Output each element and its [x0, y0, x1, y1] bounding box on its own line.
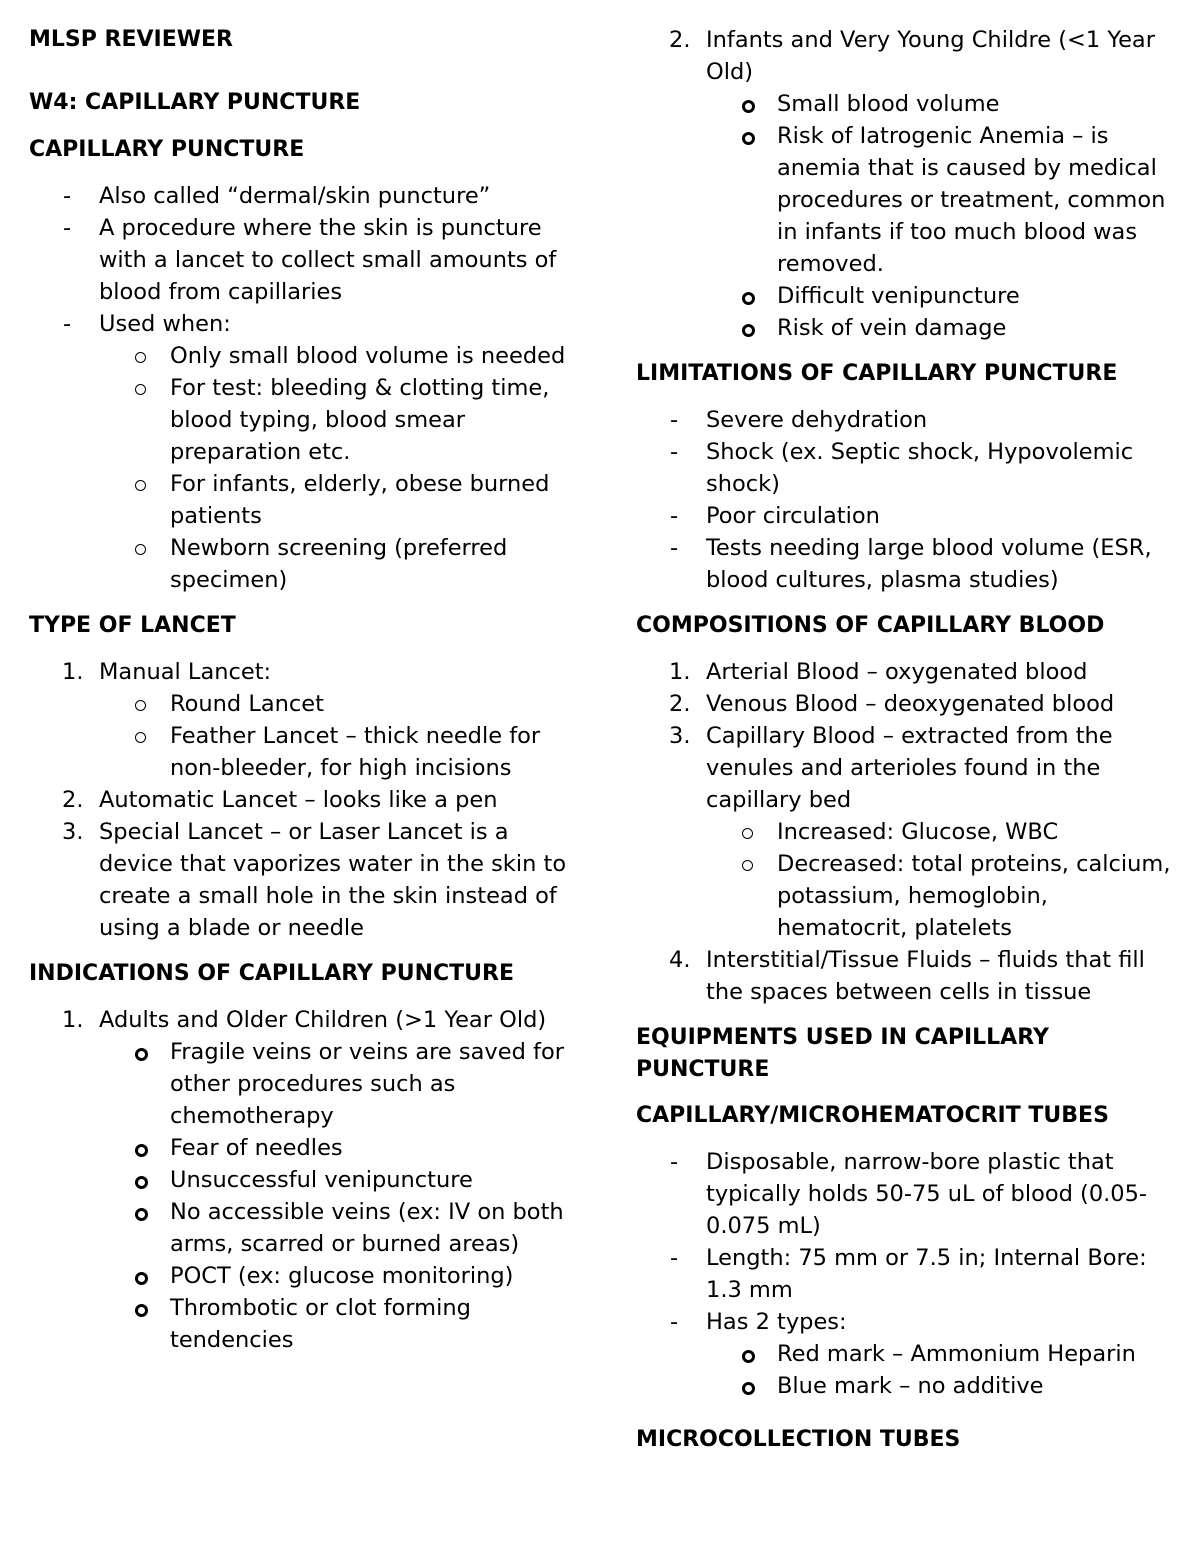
section-heading-limitations: LIMITATIONS OF CAPILLARY PUNCTURE	[636, 361, 1118, 386]
list-item: - Severe dehydration	[670, 407, 928, 433]
sublist-item: Risk of Iatrogenic Anemia – is anemia that is caused by medical procedures or treatment, common in infants if too much blood was removed.	[636, 120, 1181, 280]
circle-bullet-icon	[135, 1132, 148, 1166]
capillary-blood-sublist	[706, 816, 1181, 944]
list-item: - Shock (ex. Septic shock, Hypovolemic shock)	[670, 439, 1134, 497]
list-item: - Tests needing large blood volume (ESR, blood cultures, plasma studies)	[670, 535, 1152, 593]
sublist-item: POCT (ex: glucose monitoring)	[29, 1260, 589, 1292]
list-item: - A procedure where the skin is puncture with a lancet to collect small amounts of blood from capillaries	[63, 215, 557, 305]
section-heading-capillary-tubes: CAPILLARY/MICROHEMATOCRIT TUBES	[636, 1103, 1109, 1128]
sublist-item: Increased: Glucose, WBC	[636, 816, 1181, 848]
circle-bullet-icon	[742, 312, 755, 346]
indications-list	[29, 1004, 589, 1356]
circle-bullet-icon	[742, 1370, 755, 1404]
list-item: - Disposable, narrow-bore plastic that typically holds 50-75 uL of blood (0.05-0.075 mL)	[670, 1149, 1148, 1239]
section-heading-type-of-lancet: TYPE OF LANCET	[29, 613, 236, 638]
list-item: 1. Arterial Blood – oxygenated blood	[669, 659, 1088, 685]
lancet-types-list	[29, 656, 589, 944]
sublist-item: For infants, elderly, obese burned patients	[29, 468, 589, 532]
adults-sublist	[99, 1036, 589, 1356]
right-column	[636, 24, 1181, 1456]
sublist-item: Decreased: total proteins, calcium, potassium, hemoglobin, hematocrit, platelets	[636, 848, 1181, 944]
left-column	[29, 24, 589, 1356]
circle-bullet-icon	[135, 1196, 148, 1230]
list-item: 2. Infants and Very Young Childre (<1 Year Old) Small blood volume Risk of Iatrogenic Anemia – is anemia that is caused by medical procedures or treatment, common in infants if too much blood was removed. Difficult venipuncture Risk of vein damage	[636, 24, 1181, 344]
section-heading-indications: INDICATIONS OF CAPILLARY PUNCTURE	[29, 961, 514, 986]
list-item: - Also called “dermal/skin puncture”	[63, 183, 491, 209]
sublist-item: Fear of needles	[29, 1132, 589, 1164]
list-item: 3. Capillary Blood – extracted from the venules and arterioles found in the capillary bed Increased: Glucose, WBC Decreased: total proteins, calcium, potassium, hemoglobin, hematocrit, platelets	[636, 720, 1181, 944]
circle-bullet-icon	[135, 720, 146, 752]
week-title: W4: CAPILLARY PUNCTURE	[29, 90, 361, 115]
sublist-item: Red mark – Ammonium Heparin	[636, 1338, 1181, 1370]
list-item: - Used when: Only small blood volume is needed For test: bleeding & clotting time, blood typing, blood smear preparation etc. For infants, elderly, obese burned patients Newborn screening (preferred specimen)	[29, 308, 589, 596]
list-item: 2. Venous Blood – deoxygenated blood	[669, 691, 1115, 717]
tube-types-sublist	[706, 1338, 1181, 1402]
manual-lancet-sublist	[99, 688, 589, 784]
list-item: - Has 2 types: Red mark – Ammonium Heparin Blue mark – no additive	[636, 1306, 1181, 1402]
infants-sublist	[706, 88, 1181, 344]
capillary-puncture-list	[29, 180, 589, 596]
list-item: - Length: 75 mm or 7.5 in; Internal Bore: 1.3 mm	[670, 1245, 1147, 1303]
sublist-item: Unsuccessful venipuncture	[29, 1164, 589, 1196]
section-heading-compositions: COMPOSITIONS OF CAPILLARY BLOOD	[636, 613, 1105, 638]
sublist-item: For test: bleeding & clotting time, blood typing, blood smear preparation etc.	[29, 372, 589, 468]
list-item: - Poor circulation	[670, 503, 880, 529]
sublist-item: Fragile veins or veins are saved for other procedures such as chemotherapy	[29, 1036, 589, 1132]
indications-list-continued	[636, 24, 1181, 344]
sublist-item: Only small blood volume is needed	[29, 340, 589, 372]
circle-bullet-icon	[135, 340, 146, 372]
circle-bullet-icon	[135, 532, 146, 564]
used-when-sublist	[99, 340, 589, 596]
circle-bullet-icon	[742, 88, 755, 122]
capillary-tubes-list	[636, 1146, 1181, 1402]
circle-bullet-icon	[135, 1036, 148, 1070]
section-heading-equipments: EQUIPMENTS USED IN CAPILLARY PUNCTURE	[636, 1025, 1049, 1082]
circle-bullet-icon	[135, 1292, 148, 1326]
sublist-item: Feather Lancet – thick needle for non-bleeder, for high incisions	[29, 720, 589, 784]
circle-bullet-icon	[742, 816, 753, 848]
list-item: 4. Interstitial/Tissue Fluids – fluids that fill the spaces between cells in tissue	[669, 947, 1145, 1005]
circle-bullet-icon	[742, 848, 753, 880]
circle-bullet-icon	[742, 120, 755, 154]
document-title: MLSP REVIEWER	[29, 27, 233, 52]
sublist-item: Newborn screening (preferred specimen)	[29, 532, 589, 596]
circle-bullet-icon	[742, 280, 755, 314]
circle-bullet-icon	[742, 1338, 755, 1372]
list-item: 1. Manual Lancet: Round Lancet Feather Lancet – thick needle for non-bleeder, for high incisions	[29, 656, 589, 784]
list-item: 2. Automatic Lancet – looks like a pen	[62, 787, 498, 813]
sublist-item: No accessible veins (ex: IV on both arms, scarred or burned areas)	[29, 1196, 589, 1260]
list-item: 3. Special Lancet – or Laser Lancet is a device that vaporizes water in the skin to create a small hole in the skin instead of using a blade or needle	[62, 819, 567, 941]
list-item: 1. Adults and Older Children (>1 Year Old) Fragile veins or veins are saved for other procedures such as chemotherapy Fear of needles Unsuccessful venipuncture No accessible veins (ex: IV on both arms, scarred or burned areas) POCT (ex: glucose monitoring) Thrombotic or clot forming tendencies	[29, 1004, 589, 1356]
circle-bullet-icon	[135, 468, 146, 500]
section-heading-microcollection-tubes: MICROCOLLECTION TUBES	[636, 1427, 961, 1452]
sublist-item: Small blood volume	[636, 88, 1181, 120]
circle-bullet-icon	[135, 688, 146, 720]
circle-bullet-icon	[135, 1260, 148, 1294]
sublist-item: Thrombotic or clot forming tendencies	[29, 1292, 589, 1356]
compositions-list	[636, 656, 1181, 1008]
limitations-list	[636, 404, 1181, 596]
sublist-item: Blue mark – no additive	[636, 1370, 1181, 1402]
sublist-item: Risk of vein damage	[636, 312, 1181, 344]
sublist-item: Difficult venipuncture	[636, 280, 1181, 312]
sublist-item: Round Lancet	[29, 688, 589, 720]
circle-bullet-icon	[135, 372, 146, 404]
section-heading-capillary-puncture: CAPILLARY PUNCTURE	[29, 137, 305, 162]
circle-bullet-icon	[135, 1164, 148, 1198]
